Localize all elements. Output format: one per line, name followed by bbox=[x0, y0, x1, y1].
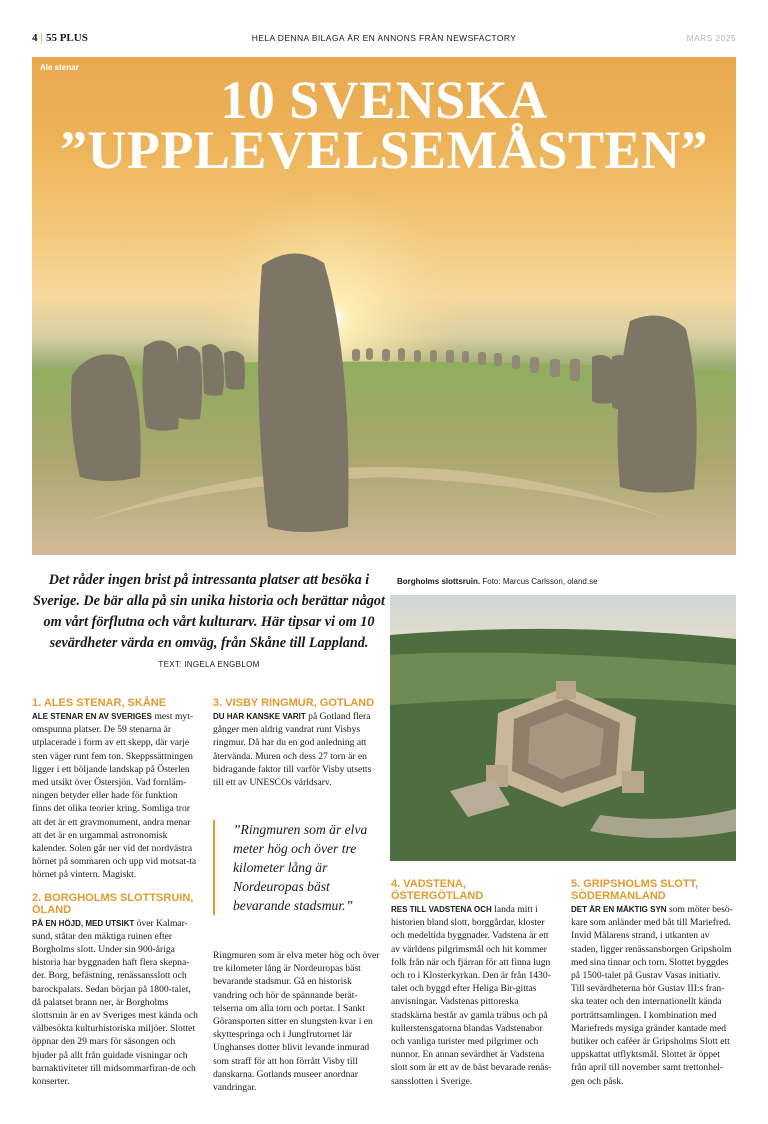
page-title bbox=[32, 70, 736, 180]
heading-ales-stenar: 1. ALES STENAR, SKÅNE bbox=[32, 697, 167, 709]
lead-in-gripsholm: DET ÄR EN MÄKTIG SYN bbox=[571, 905, 667, 914]
title-line-2: ”UPPLEVELSEMÅSTEN” bbox=[59, 120, 709, 180]
intro-lead: Det råder ingen brist på intressanta platser att besöka i Sverige. De bär alla på sin unika historia och berättar något om vårt förflutna och vårt kulturarv. Här tipsar vi om 10 sevärdheter värda en omväg, från Skåne till Lappland. bbox=[33, 572, 385, 651]
article-borgholm bbox=[32, 892, 199, 1089]
page-number: 4 bbox=[32, 32, 38, 44]
section-name: 55 PLUS bbox=[45, 32, 88, 44]
issue-date: MARS 2025 bbox=[686, 33, 736, 43]
lead-in-visby: DU HAR KANSKE VARIT bbox=[213, 712, 306, 721]
lead-in-ales-stenar: ALE STENAR EN AV SVERIGES bbox=[32, 712, 153, 721]
column-2-continued bbox=[213, 948, 380, 1094]
title-line-1: 10 SVENSKA bbox=[220, 70, 548, 130]
column-1 bbox=[32, 697, 199, 1088]
body-visby bbox=[213, 710, 380, 789]
photo-caption bbox=[397, 577, 598, 586]
body-visby-continued: Ringmuren som är elva meter hög och över tre kilometer lång är Nordeuropas bäst bevarande stadsmur. Gå en historisk vandring och hör de spännande berät-telserna om alla torn och portar. I Sankt Göransporten sitter en slungsten kvar i en skyttespringa och i Jungfrutornet lär Unghanses dotter blivit levande inmurad som straff för att hon förrått Visby till danskarna. Gotlands museer anordnar vandringar. bbox=[213, 950, 380, 1094]
column-2 bbox=[213, 697, 380, 789]
intro-block bbox=[32, 570, 386, 669]
hero-image-label: Ale stenar bbox=[40, 63, 79, 72]
folio-divider: | bbox=[40, 32, 43, 44]
heading-visby: 3. VISBY RINGMUR, GOTLAND bbox=[213, 697, 375, 709]
hero-image bbox=[32, 57, 736, 555]
castle-photo bbox=[390, 595, 736, 861]
author-credit: TEXT: INGELA ENGBLOM bbox=[158, 660, 260, 669]
heading-vadstena: 4. VADSTENA, ÖSTERGÖTLAND bbox=[391, 878, 484, 902]
column-4 bbox=[571, 878, 736, 1088]
text-borgholm: över Kalmar-sund, ståtar den mäktiga ruinen efter Borgholms slott. Under sin 900-åriga historia har byggnaden haft flera skepna-der. Borg, befästning, renässansslott och barockpalats. Sedan början på 1800-talet, då palatset brann ner, är Borgholms slottsruin är en av Sveriges mest kända och välbesökta kulturhistoriska miljöer. Slottet öppnar den 29 mars för säsongen och bjuder på allt från guidade visningar och barnaktiviteter till midsommarfiran-de och konserter. bbox=[32, 917, 198, 1088]
body-gripsholm bbox=[571, 903, 736, 1088]
article-gripsholm bbox=[571, 878, 736, 1088]
pull-quote: ”Ringmuren som är elva meter hög och över tre kilometer lång är Nordeuropas bäst bevarande stadsmur.” bbox=[213, 820, 383, 915]
spacer bbox=[32, 882, 199, 892]
photo-caption-credit: Foto: Marcus Carlsson, oland.se bbox=[482, 577, 598, 586]
advertising-notice: HELA DENNA BILAGA ÄR EN ANNONS FRÅN NEWSFACTORY bbox=[251, 33, 517, 43]
body-ales-stenar bbox=[32, 710, 199, 882]
heading-borgholm: 2. BORGHOLMS SLOTTSRUIN, ÖLAND bbox=[32, 891, 194, 916]
body-vadstena bbox=[391, 903, 554, 1088]
article-visby bbox=[213, 697, 380, 789]
text-gripsholm: som möter besö-kare som anländer med båt till Mariefred. Invid Mälarens strand, i utkanten av staden, ligger renässansborgen Gripsholm med sina tinnar och torn. Slottet byggdes på 1500-talet på Gustav Vasas initiativ. Till sevärdheterna hör Gustav III:s fran-ska teater och den internationellt kända porträttsamlingen. I kombination med Mariefreds mysiga gränder kantade med butiker och caféer är Gripsholms Slott ett uppskattat utflyktsmål. Slottet är öppet från april till november samt trettonhel-gen och påsk. bbox=[571, 904, 733, 1087]
text-ales-stenar: mest myt-omspunna platser. De 59 stenarna är utplacerade i form av ett skepp, där varje sten väger runt fem ton. Skeppssättningen ligger i ett böljande landskap på Österlen med utsikt över Östersjön. Vad fornläm-ningen betyder eller hade för funktion finns det olika teorier kring. Somliga tror att det är ett gravmonument, andra menar att det är en urgammal astronomisk kalender. Solen går ner vid det nordvästra hörnet på sommaren och upp vid motsat-ta hörnet på vintern. Magiskt. bbox=[32, 711, 197, 881]
column-3 bbox=[391, 878, 554, 1088]
article-vadstena bbox=[391, 878, 554, 1088]
page-header bbox=[32, 30, 736, 46]
heading-gripsholm: 5. GRIPSHOLMS SLOTT, SÖDERMANLAND bbox=[571, 878, 699, 902]
borgholm-castle-illustration bbox=[390, 595, 736, 861]
article-ales-stenar bbox=[32, 697, 199, 882]
photo-caption-title: Borgholms slottsruin. bbox=[397, 577, 481, 586]
text-visby: på Gotland flera gånger men aldrig vandrat runt Visbys ringmur. Då har du en god anledning att återvända. Muren och dess 27 torn är en bidragande faktor till varför Visby utsetts till ett av UNESCOs världsarv. bbox=[213, 711, 372, 789]
body-borgholm bbox=[32, 917, 199, 1089]
lead-in-borgholm: PÅ EN HÖJD, MED UTSIKT bbox=[32, 918, 135, 928]
text-vadstena: landa mitt i historien bland slott, borggårdar, kloster och medeltida byggnader. Vadstena är ett av världens pilgrimsmål och hit kommer folk från när och fjärran för att finna lugn och ro i Klosterkyrkan. Den är från 1430-talet och byggd efter Heliga Bir-gittas anvisningar. Vadstenas pittoreska stadskärna består av gamla träbus och på kullerstensgatorna blandas Vadstenabor och vanliga turister med pilgrimer och nunnor. En annan sevärdhet är Vadstena slott som är ett av de bäst bevarade renäs-sansslotten i Sverige. bbox=[391, 904, 552, 1087]
lead-in-vadstena: RES TILL VADSTENA OCH bbox=[391, 905, 492, 914]
